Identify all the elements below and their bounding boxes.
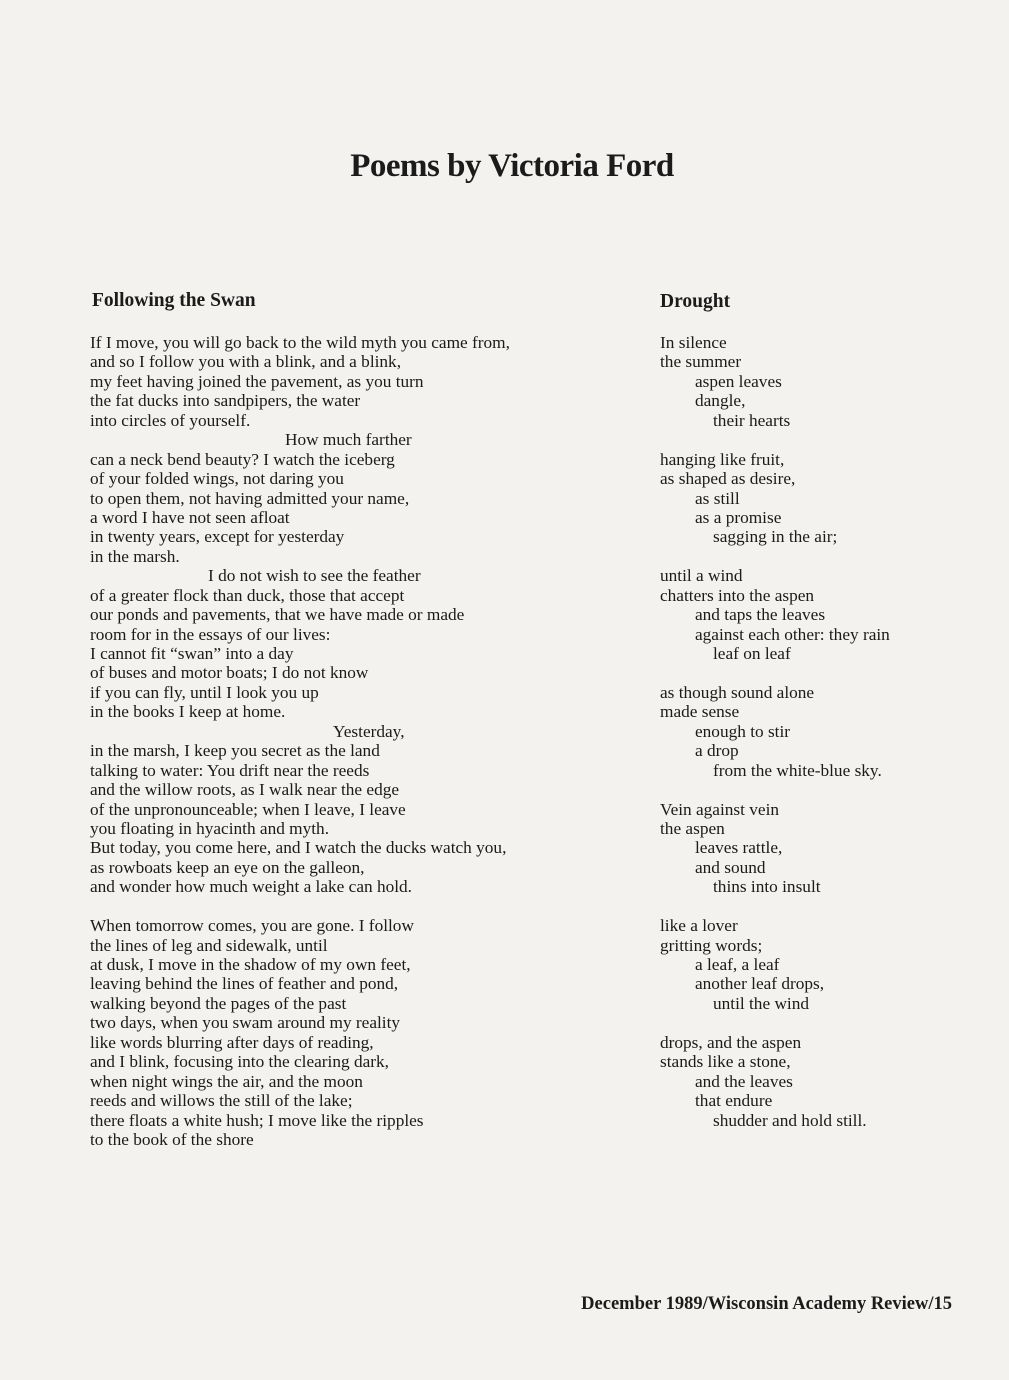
- poem-line: and wonder how much weight a lake can hold.: [90, 877, 413, 897]
- poem-line: can a neck bend beauty? I watch the iceberg: [90, 449, 395, 469]
- poem-title-following-the-swan: Following the Swan: [92, 290, 256, 311]
- poem-line: in the books I keep at home.: [90, 702, 286, 722]
- poem-line: as a promise: [695, 507, 782, 527]
- poem-line: and I blink, focusing into the clearing dark,: [90, 1052, 389, 1072]
- stanza-break: [660, 663, 960, 682]
- poem-line: leaving behind the lines of feather and pond,: [90, 974, 399, 994]
- poem-line: gritting words;: [660, 935, 763, 955]
- poem-line: the aspen: [660, 818, 725, 838]
- poem-line: two days, when you swam around my reality: [90, 1013, 401, 1033]
- poem-line: the lines of leg and sidewalk, until: [90, 935, 328, 955]
- poem-line: hanging like fruit,: [660, 449, 785, 469]
- poem-line: as still: [695, 488, 740, 508]
- poem-line: until the wind: [713, 993, 810, 1013]
- poem-line: of the unpronounceable; when I leave, I leave: [90, 799, 406, 819]
- poem-body-drought: [660, 333, 960, 1130]
- poem-line: when night wings the air, and the moon: [90, 1071, 363, 1091]
- poem-line: as though sound alone: [660, 682, 815, 702]
- poem-line: chatters into the aspen: [660, 585, 815, 605]
- poem-line: When tomorrow comes, you are gone. I follow: [90, 916, 414, 936]
- stanza-break: [660, 547, 960, 566]
- page-footer: December 1989/Wisconsin Academy Review/15: [581, 1294, 952, 1314]
- poem-line: aspen leaves: [695, 371, 782, 391]
- poem-line: made sense: [660, 702, 740, 722]
- poem-line: and taps the leaves: [695, 605, 826, 625]
- poem-line: from the white-blue sky.: [713, 760, 882, 780]
- poem-line: another leaf drops,: [695, 974, 825, 994]
- poem-line: and so I follow you with a blink, and a blink,: [90, 352, 402, 372]
- poem-line: In silence: [660, 333, 727, 352]
- poem-line: dangle,: [695, 391, 746, 411]
- poem-line: But today, you come here, and I watch the ducks watch you,: [90, 838, 507, 858]
- poem-line: to the book of the shore: [90, 1129, 254, 1149]
- poem-line: to open them, not having admitted your name,: [90, 488, 410, 508]
- poem-line: room for in the essays of our lives:: [90, 624, 331, 644]
- poem-line: leaves rattle,: [695, 838, 783, 858]
- stanza-break: [660, 897, 960, 916]
- poem-line: you floating in hyacinth and myth.: [90, 818, 330, 838]
- poem-line: How much farther: [285, 430, 412, 450]
- poem-line: like a lover: [660, 916, 738, 936]
- poem-title-drought: Drought: [660, 291, 731, 312]
- poem-line: of your folded wings, not daring you: [90, 469, 344, 489]
- stanza-break: [660, 1013, 960, 1032]
- poem-line: the fat ducks into sandpipers, the water: [90, 391, 361, 411]
- stanza-break: [660, 780, 960, 799]
- poem-line: of a greater flock than duck, those that accept: [90, 585, 405, 605]
- poem-line: stands like a stone,: [660, 1052, 791, 1072]
- poem-line: until a wind: [660, 566, 743, 586]
- poem-line: walking beyond the pages of the past: [90, 993, 347, 1013]
- poem-line: in twenty years, except for yesterday: [90, 527, 345, 547]
- poem-line: reeds and willows the still of the lake;: [90, 1091, 353, 1111]
- poem-line: If I move, you will go back to the wild myth you came from,: [90, 333, 510, 352]
- poem-line: like words blurring after days of reading,: [90, 1032, 374, 1052]
- poem-line: into circles of yourself.: [90, 410, 251, 430]
- poem-line: in the marsh, I keep you secret as the land: [90, 741, 380, 761]
- poem-line: and the willow roots, as I walk near the edge: [90, 780, 400, 800]
- poem-line: I do not wish to see the feather: [208, 566, 421, 586]
- poem-line: my feet having joined the pavement, as you turn: [90, 371, 424, 391]
- poem-line: sagging in the air;: [713, 527, 838, 547]
- stanza-break: [90, 897, 610, 916]
- poem-line: their hearts: [713, 410, 791, 430]
- poem-line: of buses and motor boats; I do not know: [90, 663, 369, 683]
- poem-body-following-the-swan: [90, 333, 610, 1149]
- poem-line: and sound: [695, 857, 766, 877]
- poem-line: the summer: [660, 352, 742, 372]
- poem-line: at dusk, I move in the shadow of my own feet,: [90, 955, 411, 974]
- poem-line: a word I have not seen afloat: [90, 507, 290, 527]
- poem-line: Yesterday,: [333, 721, 405, 741]
- poem-line: leaf on leaf: [713, 644, 791, 663]
- poem-line: as shaped as desire,: [660, 469, 796, 489]
- poem-line: shudder and hold still.: [713, 1110, 867, 1130]
- poem-line: against each other: they rain: [695, 624, 890, 644]
- poem-line: Vein against vein: [660, 799, 780, 819]
- poem-line: in the marsh.: [90, 546, 180, 566]
- stanza-break: [660, 430, 960, 449]
- poem-line: I cannot fit “swan” into a day: [90, 644, 294, 663]
- poem-line: talking to water: You drift near the reeds: [90, 760, 370, 780]
- page-title: Poems by Victoria Ford: [350, 148, 674, 184]
- poem-line: thins into insult: [713, 877, 821, 897]
- poem-line: if you can fly, until I look you up: [90, 682, 319, 702]
- poem-line: a leaf, a leaf: [695, 955, 780, 974]
- poem-line: that endure: [695, 1091, 773, 1111]
- poem-line: there floats a white hush; I move like the ripples: [90, 1110, 424, 1130]
- poem-line: our ponds and pavements, that we have made or made: [90, 605, 465, 625]
- poem-line: a drop: [695, 741, 739, 761]
- poem-line: enough to stir: [695, 721, 791, 741]
- poem-line: as rowboats keep an eye on the galleon,: [90, 857, 365, 877]
- poem-line: and the leaves: [695, 1071, 793, 1091]
- poem-line: drops, and the aspen: [660, 1032, 802, 1052]
